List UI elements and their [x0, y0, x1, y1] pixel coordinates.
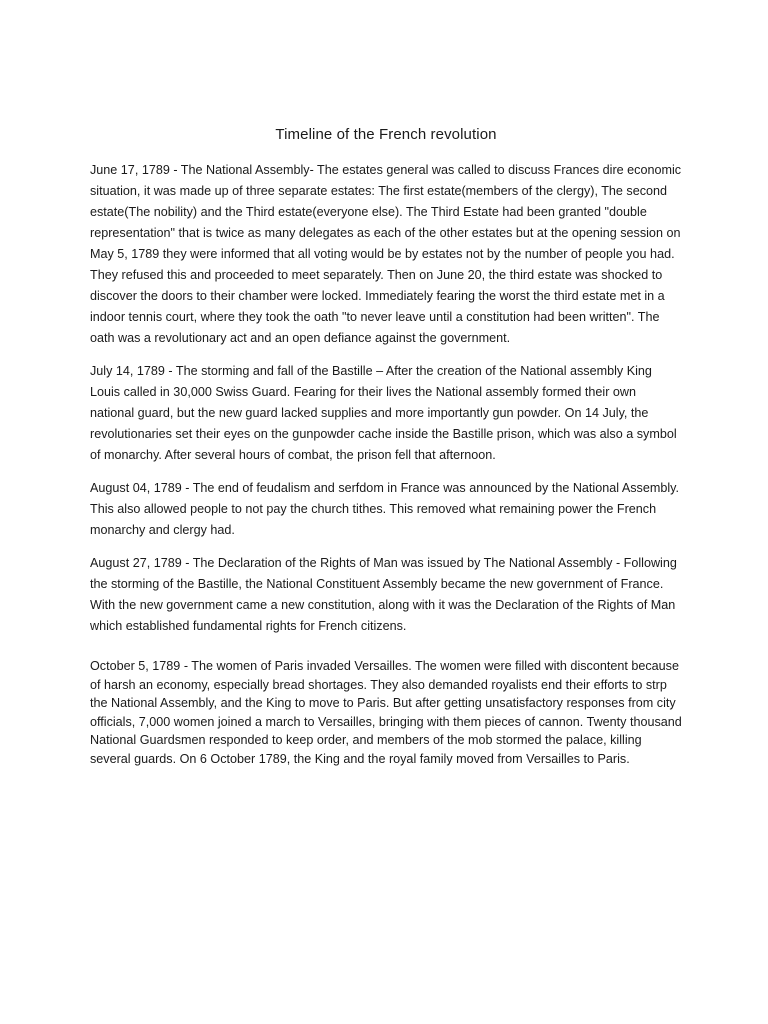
page-title: Timeline of the French revolution [275, 126, 497, 143]
timeline-entry-august-04: August 04, 1789 - The end of feudalism and serfdom in France was announced by the National Assembly. This also allowed people to not pay the church tithes. This removed what remaining power the French monarchy and clergy had. [90, 481, 679, 537]
timeline-entry-june-17: June 17, 1789 - The National Assembly- The estates general was called to discuss Frances dire economic situation, it was made up of three separate estates: The first estate(members of the clergy), The second estate(The nobility) and the Third estate(everyone else). The Third Estate had been granted "double representation" that is twice as many delegates as each of the other estates but at the opening session on May 5, 1789 they were informed that all voting would be by estates not by the number of people you had. They refused this and proceeded to meet separately. Then on June 20, the third estate was shocked to discover the doors to their chamber were locked. Immediately fearing the worst the third estate met in a indoor tennis court, where they took the oath "to never leave until a constitution had been written". The oath was a revolutionary act and an open defiance against the government. [90, 163, 682, 345]
timeline-entry-august-27: August 27, 1789 - The Declaration of the Rights of Man was issued by The National Assembly - Following the storming of the Bastille, the National Constituent Assembly became the new government of France. With the new government came a new constitution, along with it was the Declaration of the Rights of Man which established fundamental rights for French citizens. [90, 556, 677, 633]
timeline-entry-july-14: July 14, 1789 - The storming and fall of the Bastille – After the creation of the National assembly King Louis called in 30,000 Swiss Guard. Fearing for their lives the National assembly formed their own national guard, but the new guard lacked supplies and more importantly gun powder. On 14 July, the revolutionaries set their eyes on the gunpowder cache inside the Bastille prison, which was also a symbol of monarchy. After several hours of combat, the prison fell that afternoon. [90, 364, 677, 462]
timeline-entry-october-5: October 5, 1789 - The women of Paris invaded Versailles. The women were filled with discontent because of harsh an economy, especially bread shortages. They also demanded royalists end their efforts to strp the National Assembly, and the King to move to Paris. But after getting unsatisfactory responses from city officials, 7,000 women joined a march to Versailles, bringing with them pieces of cannon. Twenty thousand National Guardsmen responded to keep order, and members of the mob stormed the palace, killing several guards. On 6 October 1789, the King and the royal family moved from Versailles to Paris. [90, 659, 682, 766]
document-page [90, 126, 682, 781]
